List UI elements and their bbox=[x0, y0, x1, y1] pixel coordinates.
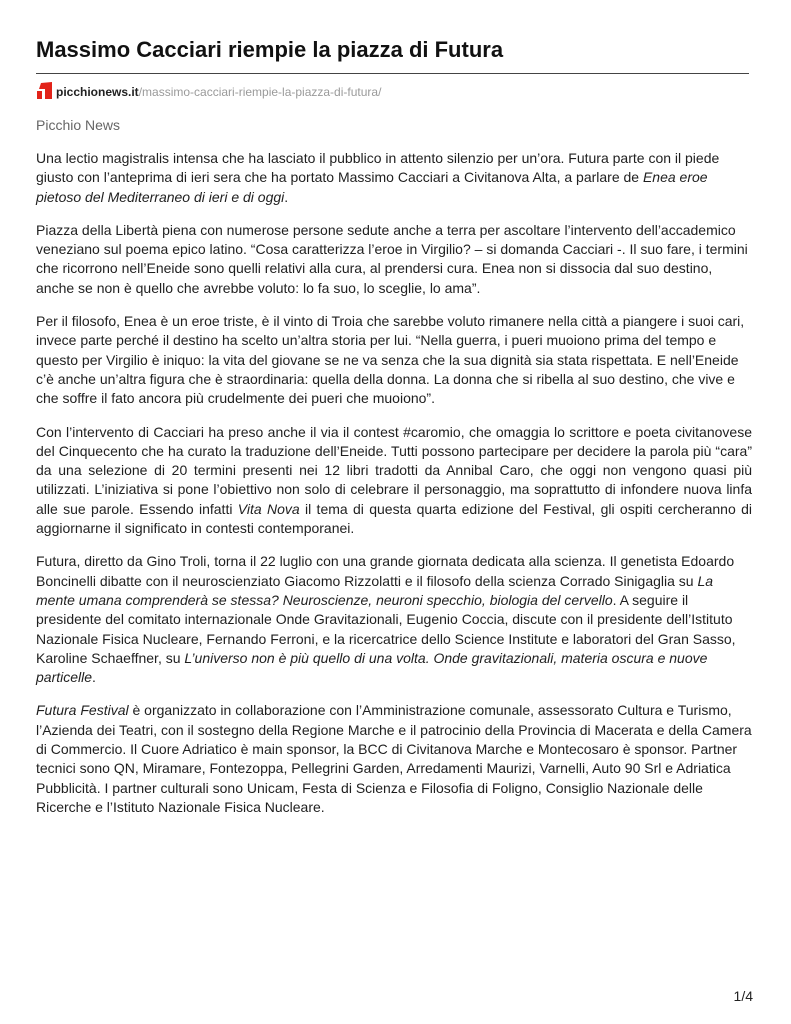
source-link[interactable] bbox=[36, 82, 381, 102]
italic-text-run: Futura Festival bbox=[36, 702, 129, 719]
text-run: Per il filosofo, Enea è un eroe triste, è il vinto di Troia che sarebbe voluto rimanere nella città a piangere i suoi cari, invece parte perché il destino ha scelto un’altra storia per lui. “Nella guerra, i pueri muoiono prima del tempo e questo per Virgilio è iniquo: la vita del giovane se ne va senza che la sua dignità sia stata rispettata. E nell’Eneide c’è anche un’altra figura che è straordinaria: quella della donna. La donna che si ribella al suo destino, che vive e che soffre il fato ancora più crudelmente dei pueri che muoiono”. bbox=[36, 313, 745, 407]
text-run: . bbox=[92, 669, 96, 686]
title-divider bbox=[36, 73, 749, 74]
text-run: . A seguire il presidente del comitato internazionale Onde Gravitazionali, Eugenio Coccia, discute con il presidente dell’Istituto Nazionale Fisica Nucleare, Fernando Ferroni, e la ricercatrice dello Science Institute e laboratori del Gran Sasso, Karoline Schaeffner, su bbox=[36, 591, 736, 666]
article-paragraph bbox=[36, 312, 752, 408]
article-paragraph bbox=[36, 423, 752, 539]
italic-text-run: L’universo non è più quello di una volta. Onde gravitazionali, materia oscura e nuove particelle bbox=[36, 649, 708, 686]
text-run: il tema di questa quarta edizione del Festival, gli ospiti cercheranno di aggiornarne il significato in contesti contemporanei. bbox=[36, 500, 752, 537]
text-run: Futura, diretto da Gino Troli, torna il 22 luglio con una grande giornata dedicata alla scienza. Il genetista Edoardo Boncinelli dibatte con il neuroscienziato Giacomo Rizzolatti e il filosofo della scienza Corrado Sinigaglia su bbox=[36, 553, 735, 589]
article-paragraph bbox=[36, 149, 752, 207]
page-number: 1/4 bbox=[733, 988, 753, 1004]
source-path[interactable]: /massimo-cacciari-riempie-la-piazza-di-futura/ bbox=[138, 85, 382, 99]
text-run: Con l’intervento di Cacciari ha preso anche il via il contest #caromio, che omaggia lo scrittore e poeta civitanovese del Cinquecento che ha curato la traduzione dell’Eneide. Tutti possono partecipare per decidere la parola più “cara” da una selezione di 20 termini presenti nei 12 libri tradotti da Annibal Caro, che oggi non vengono quasi più utilizzati. L’iniziativa si pone l’obiettivo non solo di celebrare il personaggio, ma soprattutto di infondere nuova linfa alle sue parole. Essendo infatti bbox=[36, 423, 752, 517]
article-author: Picchio News bbox=[36, 117, 121, 133]
italic-text-run: Enea eroe pietoso del Mediterraneo di ieri e di oggi bbox=[36, 169, 708, 205]
article-paragraph bbox=[36, 552, 752, 687]
article-title: Massimo Cacciari riempie la piazza di Futura bbox=[36, 37, 504, 62]
italic-text-run: Vita Nova bbox=[237, 500, 300, 517]
text-run: Una lectio magistralis intensa che ha lasciato il pubblico in attento silenzio per un’ora. Futura parte con il piede giusto con l’anteprima di ieri sera che ha portato Massimo Cacciari a Civitanova Alta, a parlare de bbox=[36, 150, 720, 186]
picchio-logo-icon bbox=[36, 82, 54, 100]
article-paragraph bbox=[36, 701, 752, 817]
source-domain[interactable]: picchionews.it bbox=[56, 85, 139, 99]
text-run: . bbox=[284, 188, 289, 205]
article-body bbox=[36, 149, 752, 831]
text-run: è organizzato in collaborazione con l’Amministrazione comunale, assessorato Cultura e Turismo, l’Azienda dei Teatri, con il sostegno della Regione Marche e il patrocinio della Provincia di Macerata e della Camera di Commercio. Il Cuore Adriatico è main sponsor, la BCC di Civitanova Marche e Montecosaro è sponsor. Partner tecnici sono QN, Miramare, Fontezoppa, Pellegrini Garden, Arredamenti Maurizi, Varnelli, Auto 90 Srl e Adriatica Pubblicità. I partner culturali sono Unicam, Festa di Scienza e Filosofia di Foligno, Consiglio Nazionale delle Ricerche e l’Istituto Nazionale Fisica Nucleare. bbox=[36, 702, 752, 815]
italic-text-run: La mente umana comprenderà se stessa? Neuroscienze, neuroni specchio, biologia del cervello bbox=[36, 572, 714, 608]
text-run: Piazza della Libertà piena con numerose persone sedute anche a terra per ascoltare l’intervento dell’accademico veneziano sul poema epico latino. “Cosa caratterizza l’eroe in Virgilio? – si domanda Cacciari -. Il suo fare, i termini che ricorrono nell’Eneide sono quelli relativi alla cura, al prendersi cura. Enea non si dissocia dal suo destino, anche se non è quello che avrebbe voluto: lo fa suo, lo sceglie, lo ama”. bbox=[36, 221, 748, 296]
article-paragraph bbox=[36, 221, 752, 298]
